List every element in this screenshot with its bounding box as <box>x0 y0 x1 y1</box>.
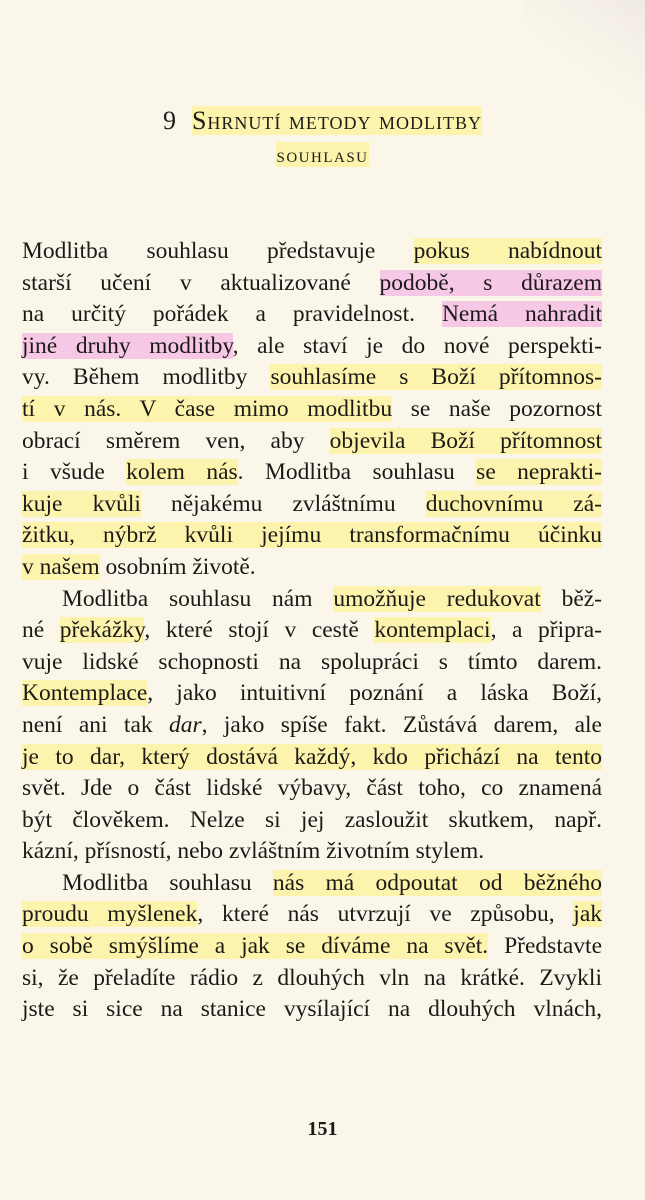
chapter-title-line2: souhlasu <box>276 142 369 167</box>
text-line: tí v nás. V čase mimo modlitbu se naše pozornost <box>22 395 602 422</box>
chapter-number: 9 <box>162 106 177 135</box>
text-line: si, že přeladíte rádio z dlouhých vln na krátké. Zvykli <box>22 964 602 991</box>
body-text <box>22 236 602 1026</box>
text-line: né překážky, které stojí v cestě kontemplaci, a připra- <box>22 617 602 644</box>
text-line: i všude kolem nás. Modlitba souhlasu se neprakti- <box>22 459 602 486</box>
page-corner-fold <box>525 0 645 110</box>
text-line: Modlitba souhlasu nás má odpoutat od běžného <box>62 869 602 896</box>
text-line: kuje kvůli nějakému zvláštnímu duchovnímu zá- <box>22 490 602 517</box>
text-line: Modlitba souhlasu nám umožňuje redukovat běž- <box>62 585 603 612</box>
text-line: být člověkem. Nelze si jej zasloužit skutkem, např. <box>22 806 602 833</box>
text-line: o sobě smýšlíme a jak se díváme na svět. Představte <box>22 933 602 960</box>
text-line: žitku, nýbrž kvůli jejímu transformačnímu účinku <box>22 522 602 549</box>
text-line: je to dar, který dostává každý, kdo přichází na tento <box>22 743 602 770</box>
text-line: obrací směrem ven, aby objevila Boží přítomnost <box>22 427 603 454</box>
text-line: není ani tak dar, jako spíše fakt. Zůstává darem, ale <box>22 711 602 738</box>
page-number: 151 <box>307 1118 338 1140</box>
text-line: vuje lidské schopnosti na spolupráci s tímto darem. <box>22 648 602 675</box>
chapter-title <box>0 106 645 136</box>
text-line: Modlitba souhlasu představuje pokus nabídnout <box>22 238 602 264</box>
text-line: v našem osobním životě. <box>22 553 256 580</box>
chapter-title-line1: Shrnutí metody modlitby <box>191 106 483 135</box>
text-line: jiné druhy modlitby, ale staví je do nové perspekti- <box>22 332 603 359</box>
text-line: proudu myšlenek, které nás utvrzují ve způsobu, jak <box>22 901 603 928</box>
text-line: kázní, přísností, nebo zvláštním životním stylem. <box>22 838 485 865</box>
text-line: jste si sice na stanice vysílající na dlouhých vlnách, <box>22 996 602 1023</box>
text-line: Kontemplace, jako intuitivní poznání a láska Boží, <box>22 680 602 707</box>
text-line: svět. Jde o část lidské výbavy, část toho, co znamená <box>22 775 602 802</box>
text-line: na určitý pořádek a pravidelnost. Nemá nahradit <box>22 301 602 328</box>
text-line: vy. Během modlitby souhlasíme s Boží přítomnos- <box>22 364 602 391</box>
text-line: starší učení v aktualizované podobě, s důrazem <box>22 269 602 296</box>
chapter-title-line2-wrap <box>0 142 645 168</box>
